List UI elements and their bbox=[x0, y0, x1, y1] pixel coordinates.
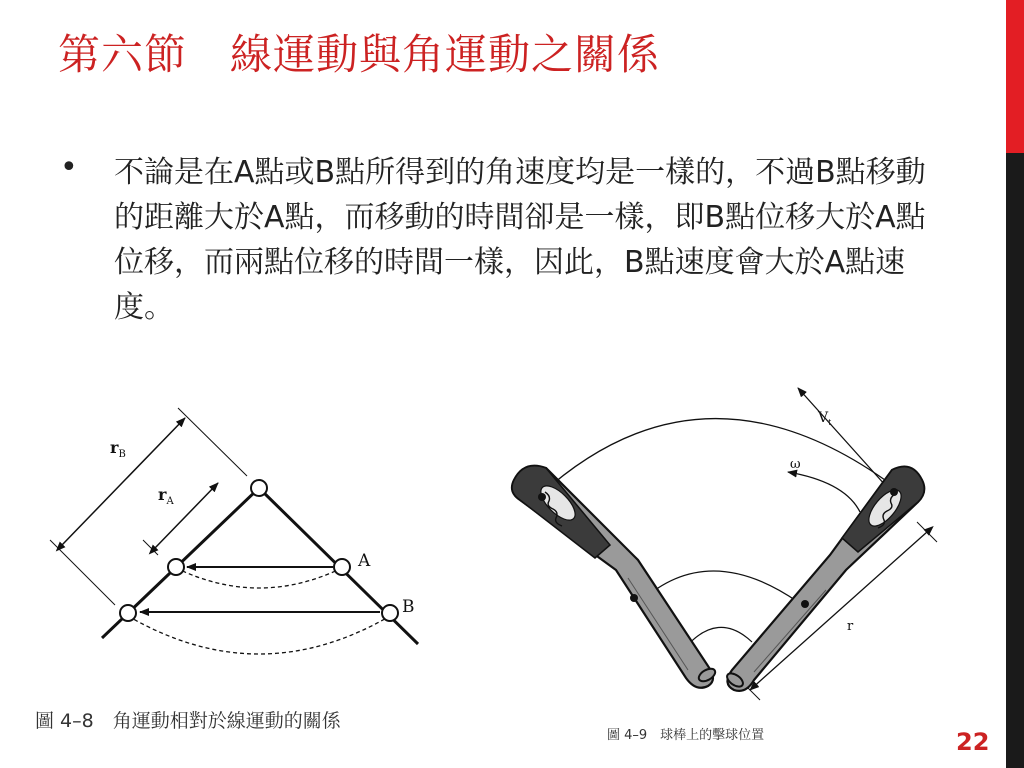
label-vt: $V_t$ bbox=[818, 410, 832, 427]
arc-a bbox=[176, 568, 342, 588]
angular-velocity-arrow bbox=[788, 472, 860, 512]
rb-dimension-arrow bbox=[62, 418, 185, 545]
point-a bbox=[334, 559, 350, 575]
bat-left bbox=[512, 466, 717, 688]
figure-bat-diagram bbox=[500, 380, 950, 710]
figure-caption-4-9: 圖 4–9 球棒上的擊球位置 bbox=[607, 728, 765, 743]
label-ra: $r_A$ bbox=[158, 485, 174, 507]
rb-tick-top bbox=[178, 408, 247, 476]
rb-tick-bottom bbox=[50, 540, 115, 605]
slide-title: 第六節 線運動與角運動之關係 bbox=[58, 30, 661, 79]
bullet-text: 不論是在A點或B點所得到的角速度均是一樣的，不過B點移動的距離大於A點，而移動的時間卻是一樣，即B點位移大於A點位移，而兩點位移的時間一樣，因此，B點速度會大於A點速度。 bbox=[114, 155, 926, 325]
swing-arc-large bbox=[540, 419, 885, 495]
pivot-point bbox=[251, 480, 267, 496]
arc-b bbox=[128, 616, 390, 654]
page-number: 22 bbox=[956, 728, 990, 756]
point-a-left bbox=[168, 559, 184, 575]
label-r: r bbox=[847, 619, 854, 634]
label-rb: $r_B$ bbox=[110, 438, 126, 460]
label-omega: ω bbox=[790, 457, 801, 472]
point-b bbox=[382, 605, 398, 621]
figure-caption-4-8: 圖 4–8 角運動相對於線運動的關係 bbox=[35, 710, 341, 732]
bullet-marker: • bbox=[60, 150, 78, 185]
point-b-left bbox=[120, 605, 136, 621]
label-a: A bbox=[358, 551, 371, 571]
label-b: B bbox=[402, 597, 415, 617]
edge-accent-dark bbox=[1006, 153, 1024, 768]
figure-linear-angular-diagram bbox=[40, 400, 440, 660]
edge-accent-red bbox=[1006, 0, 1024, 153]
tangential-velocity-arrow bbox=[798, 388, 886, 486]
